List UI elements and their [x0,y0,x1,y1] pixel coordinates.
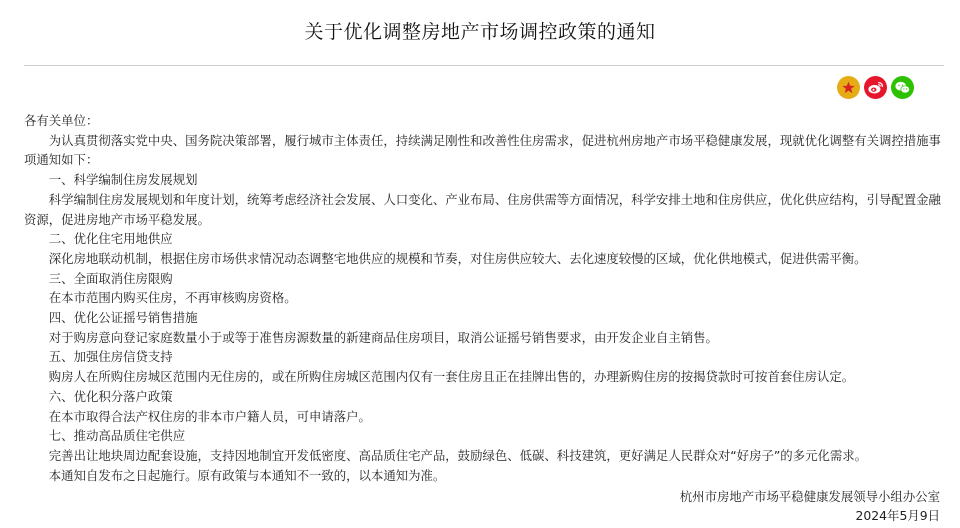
section-text: 深化房地联动机制，根据住房市场供求情况动态调整宅地供应的规模和节奏，对住房供应较大、去化速度较慢的区域，优化供地模式，促进供需平衡。 [48,250,867,266]
wechat-icon[interactable] [891,76,914,99]
closing-paragraph: 本通知自发布之日起施行。原有政策与本通知不一致的，以本通知为准。 [48,467,446,483]
section-text: 完善出让地块周边配套设施，支持因地制宜开发低密度、高品质住宅产品，鼓励绿色、低碳、科技建筑，更好满足人民群众对“好房子”的多元化需求。 [48,447,868,463]
page-title: 关于优化调整房地产市场调控政策的通知 [304,21,656,43]
section-heading: 四、优化公证摇号销售措施 [48,310,198,326]
section-heading: 五、加强住房信贷支持 [48,349,173,365]
section-heading: 二、优化住宅用地供应 [48,231,173,247]
section-heading: 七、推动高品质住宅供应 [48,428,186,444]
section-text: 对于购房意向登记家庭数量小于或等于准售房源数量的新建商品住房项目，取消公证摇号销售要求，由开发企业自主销售。 [48,329,718,345]
section-text: 在本市范围内购买住房，不再审核购房资格。 [48,290,297,306]
issue-date: 2024年5月9日 [855,508,940,523]
share-bar [837,76,914,99]
section-heading: 一、科学编制住房发展规划 [48,172,198,188]
issuing-organization: 杭州市房地产市场平稳健康发展领导小组办公室 [679,489,940,504]
intro-paragraph: 为认真贯彻落实党中央、国务院决策部署，履行城市主体责任，持续满足刚性和改善性住房需求，促进杭州房地产市场平稳健康发展，现就优化调整有关调控措施事项通知如下： [24,132,941,168]
section-heading: 六、优化积分落户政策 [48,388,173,404]
section-heading: 三、全面取消住房限购 [48,270,173,286]
section-text: 科学编制住房发展规划和年度计划，统筹考虑经济社会发展、人口变化、产业布局、住房供需等方面情况，科学安排土地和住房供应，优化供应结构，引导配置金融资源，促进房地产市场平稳发展。 [24,191,941,227]
gov-star-icon[interactable] [837,76,860,99]
notice-body [24,111,944,485]
weibo-icon[interactable] [864,76,887,99]
section-text: 购房人在所购住房城区范围内无住房的，或在所购住房城区范围内仅有一套住房且正在挂牌出售的，办理新购住房的按揭贷款时可按首套住房认定。 [48,369,855,385]
section-text: 在本市取得合法产权住房的非本市户籍人员，可申请落户。 [48,408,371,424]
title-divider [24,65,944,66]
salutation: 各有关单位： [24,113,99,128]
